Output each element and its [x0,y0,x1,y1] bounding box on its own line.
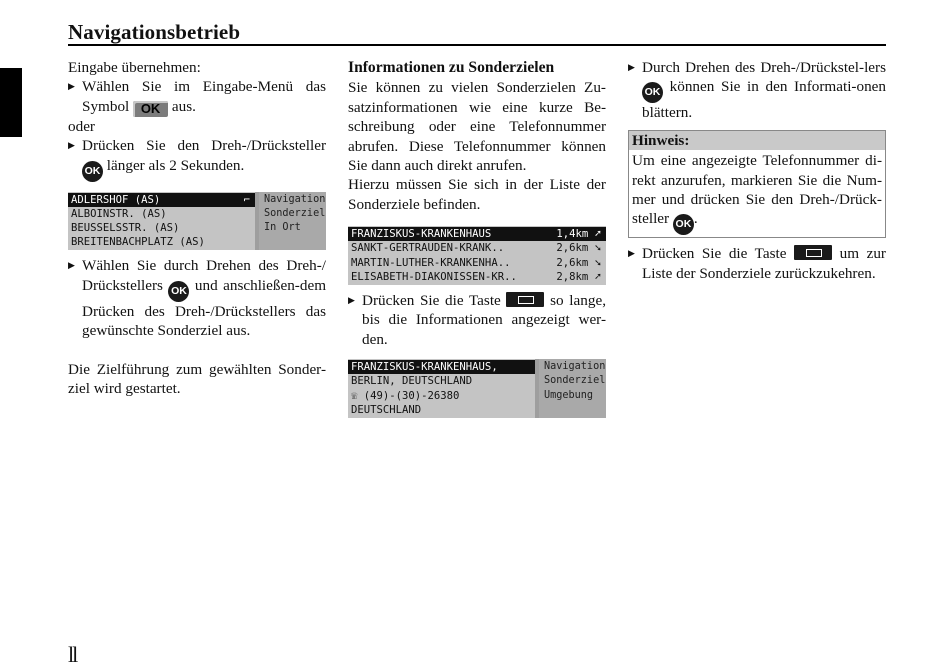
bullet-text: Wählen Sie durch Drehen des Dreh-/ Drückstellers [82,257,326,294]
column-2 [348,58,606,424]
display-list [348,359,539,418]
side-label: Umgebung [544,389,594,401]
bullet-return-list [628,244,886,283]
title-rule [68,44,886,46]
ok-symbol-button: OK [133,101,168,117]
bullet-choose-destination [68,256,326,340]
bullet-text: und anschließen-dem Drücken des Dreh-/Drückstellers das gewünschte Sonderziel aus. [82,276,327,340]
info-key-icon [506,292,544,307]
bullet-scroll-info [628,58,886,123]
hint-title: Hinweis: [629,131,885,150]
hint-box [628,130,886,239]
display-row: FRANZISKUS-KRANKENHAUS 1,4km ➚ [348,227,606,241]
back-key-icon [794,245,832,260]
ok-knob-icon: OK [673,214,694,235]
side-label: Navigation [264,193,326,205]
display-list [68,192,259,251]
bullet-text: so lange, bis die Informationen angezeigt wer-den. [362,292,606,348]
display-row: MARTIN-LUTHER-KRANKENHA.. 2,6km ➘ [351,256,601,269]
display-row: FRANZISKUS-KRANKENHAUS, [348,360,535,374]
display-list [348,226,606,285]
hint-text: Um eine angezeigte Telefonnummer di-rekt anzurufen, markieren Sie die Num-mer und drücken Sie den Dreh-/Drück-steller [632,152,882,228]
paragraph: Sie können zu vielen Sonderzielen Zu-satzinformationen wie eine kurze Be-schreibung oder eine Telefonnummer abrufen. Diese Telefonnummer können Sie dann auch direkt anrufen. [348,79,606,175]
display-row: ALBOINSTR. (AS) [71,207,167,220]
bullet-press-info-key [348,291,606,349]
bullet-text: Drücken Sie den Dreh-/Drücksteller [82,137,326,155]
display-side-menu [259,192,326,251]
column-3 [628,58,886,283]
display-row: BREITENBACHPLATZ (AS) [71,236,205,249]
intro-text: Eingabe übernehmen: [68,59,201,76]
nav-display-destinations [68,192,326,251]
column-1 [68,58,326,398]
nav-display-poi-list [348,226,606,285]
bullet-text: länger als 2 Sekunden. [106,156,245,174]
side-label: Sonderziel [264,207,326,219]
display-row: BEUSSELSSTR. (AS) [71,222,180,234]
display-row: SANKT-GERTRAUDEN-KRANK.. 2,6km ➘ [351,242,601,255]
display-side-menu [539,359,606,418]
bullet-text: um zur Liste der Sonderziele zurückzukehren. [642,245,886,282]
ok-knob-icon: OK [642,82,663,103]
side-label: In Ort [264,222,301,234]
side-label: Navigation [544,361,606,373]
bullet-text: Wählen Sie im Eingabe-Menü das Symbol [82,78,326,115]
outro-text: Die Zielführung zum gewählten Sonder-ziel wird gestartet. [68,360,326,397]
section-heading: Informationen zu Sonderzielen [348,59,555,76]
page-title: Navigationsbetrieb [68,20,241,44]
bullet-text: Durch Drehen des Dreh-/Drückstel-lers [642,59,886,76]
oder-text: oder [68,117,95,135]
ok-knob-icon: OK [168,281,189,302]
display-row: BERLIN, DEUTSCHLAND [351,375,473,388]
ok-knob-icon: OK [82,161,103,182]
bullet-select-ok [68,77,326,116]
bullet-text: Drücken Sie die Taste [642,245,787,263]
nav-display-poi-info [348,359,606,418]
display-row: ELISABETH-DIAKONISSEN-KR.. 2,8km ➚ [351,270,601,283]
hint-body: Um eine angezeigte Telefonnummer di-rekt anzurufen, markieren Sie die Num-mer und drücken Sie den Dreh-/Drück-steller OK . [629,150,885,237]
bullet-text: können Sie in den Informati-onen blättern. [642,78,886,122]
display-row: DEUTSCHLAND [351,403,422,416]
bullet-text: aus. [171,97,196,115]
paragraph: Hierzu müssen Sie sich in der Liste der Sonderziele befinden. [348,176,606,213]
side-label: Sonderziel [544,375,606,387]
bullet-press-knob [68,136,326,181]
display-row: ADLERSHOF (AS) ⌐ [68,193,255,207]
chapter-tab-marker [0,68,22,137]
display-row: ☏ (49)-(30)-26380 [351,389,460,402]
page-number: ll [68,642,77,667]
bullet-text: Drücken Sie die Taste [362,292,501,309]
